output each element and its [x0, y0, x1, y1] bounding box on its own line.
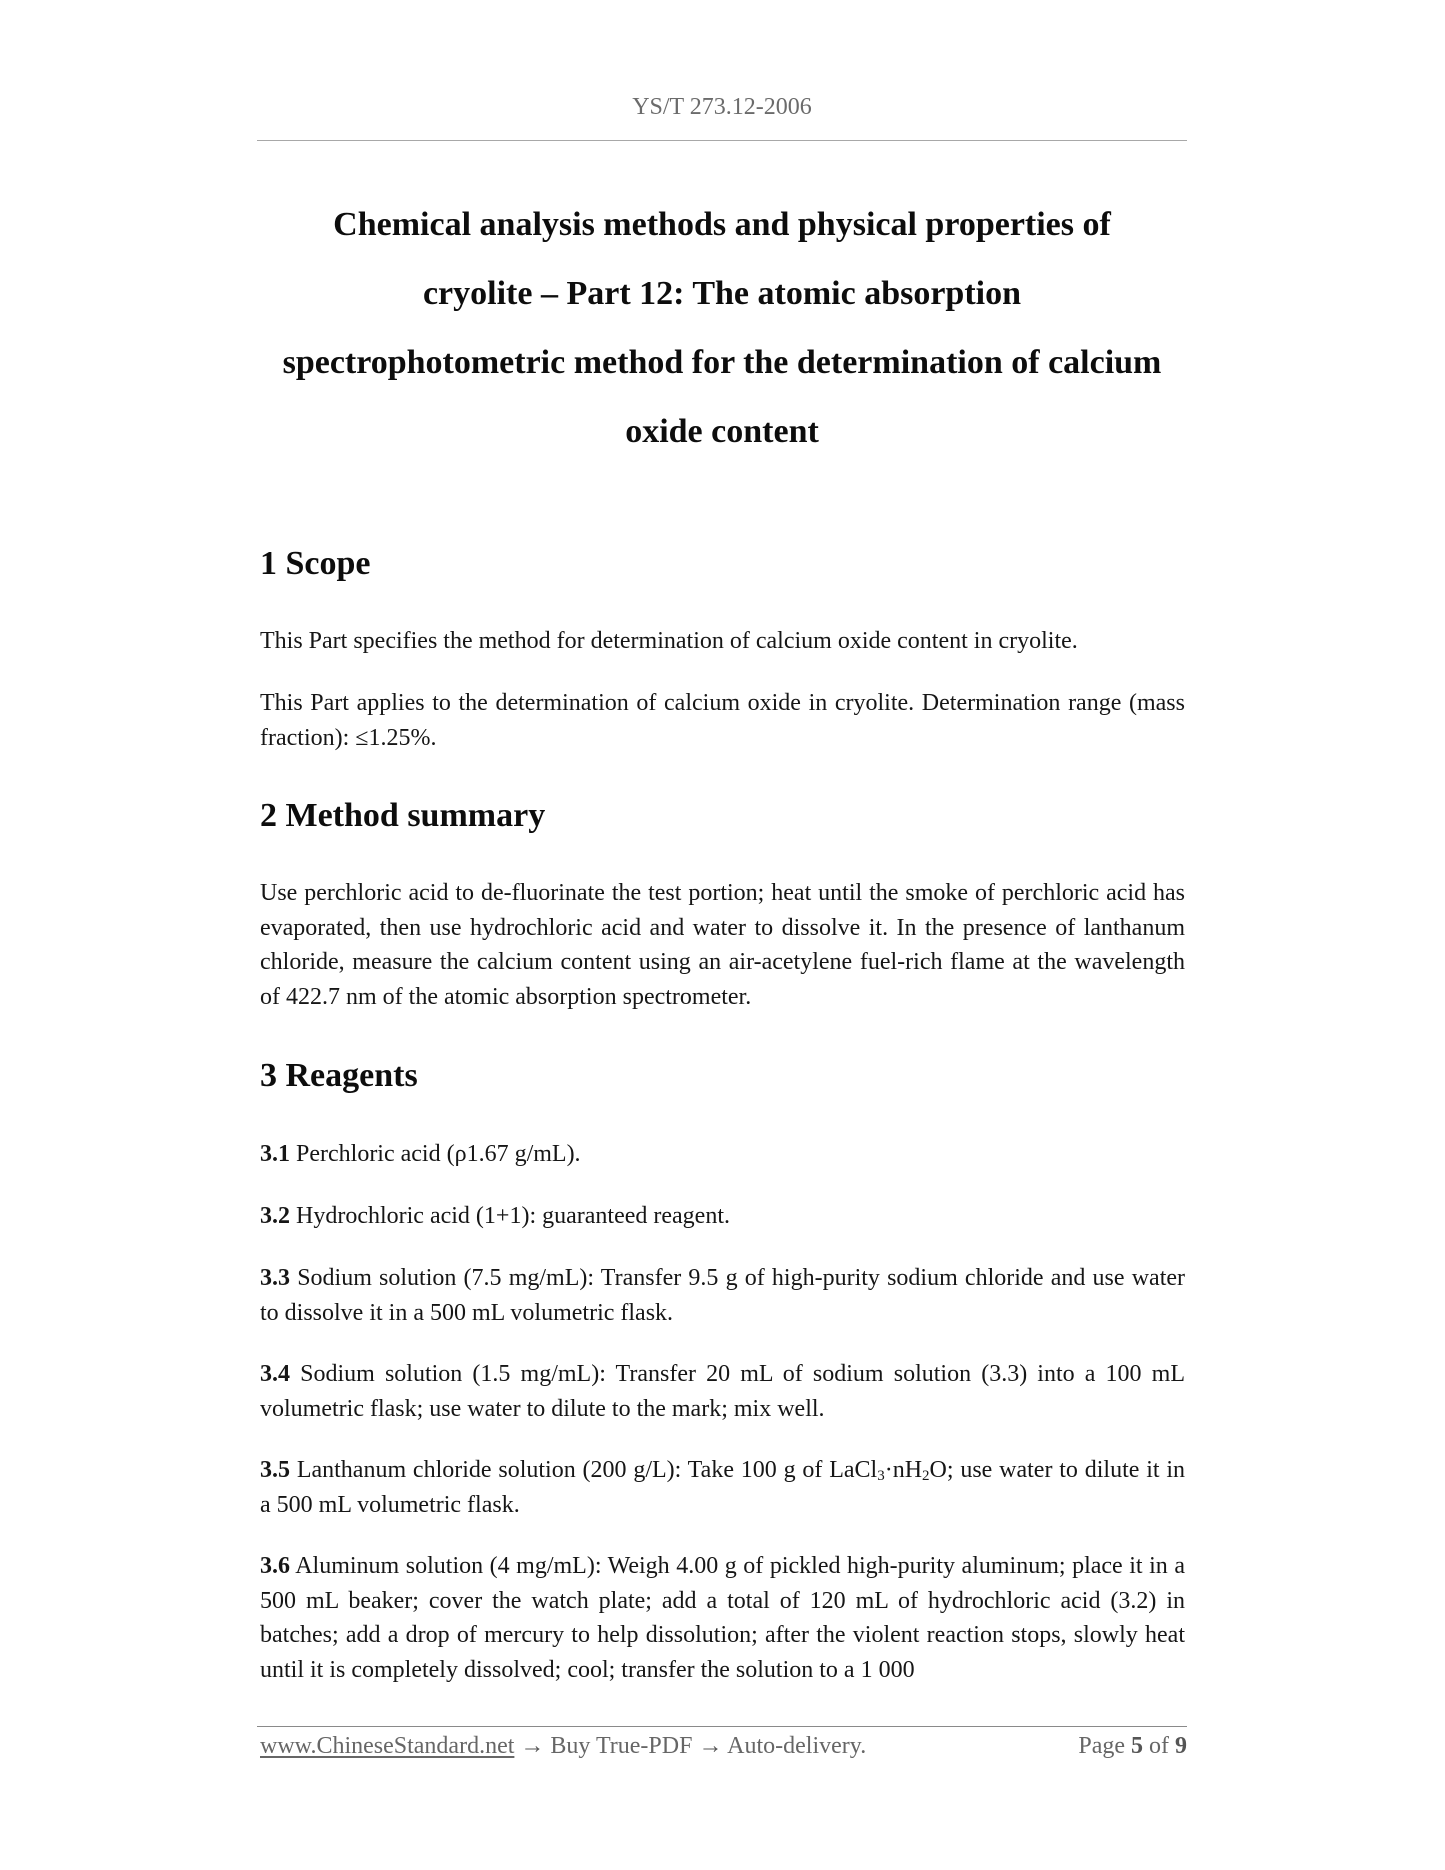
- page-label: Page: [1078, 1733, 1125, 1759]
- reagent-number: 3.6: [260, 1553, 290, 1579]
- scope-paragraph-2: This Part applies to the determination of calcium oxide in cryolite. Determination range (mass fraction): ≤1.25%.: [260, 690, 1185, 751]
- page-number: [1078, 1730, 1187, 1762]
- reagent-text-after: O; use water to dilute it in a 500 mL volumetric flask.: [260, 1457, 1186, 1518]
- reagent-item-3-3: [260, 1261, 1185, 1330]
- title-line-2: cryolite – Part 12: The atomic absorption: [422, 275, 1022, 312]
- reagent-text-mid: ·nH: [884, 1457, 923, 1483]
- title-line-4: oxide content: [625, 413, 819, 450]
- title-line-1: Chemical analysis methods and physical properties of: [333, 206, 1111, 243]
- page-current: 5: [1131, 1733, 1143, 1759]
- section-heading-reagents: 3 Reagents: [260, 1057, 418, 1094]
- subscript-3: 3: [877, 1468, 885, 1484]
- page-footer: [260, 1730, 1187, 1762]
- reagent-text: Sodium solution (1.5 mg/mL): Transfer 20 mL of sodium solution (3.3) into a 100 mL volumetric flask; use water to dilute to the mark; mix well.: [260, 1361, 1186, 1422]
- arrow-right-icon: →: [520, 1733, 545, 1759]
- section-heading-scope: 1 Scope: [260, 545, 371, 582]
- reagent-number: 3.3: [260, 1265, 290, 1291]
- page-total: 9: [1175, 1733, 1187, 1759]
- method-summary-paragraph: Use perchloric acid to de-fluorinate the test portion; heat until the smoke of perchloric acid has evaporated, then use hydrochloric acid and water to dissolve it. In the presence of lanthanum chloride, measure the calcium content using an air-acetylene fuel-rich flame at the wavelength of 422.7 nm of the atomic absorption spectrometer.: [260, 880, 1185, 1010]
- document-title: [257, 190, 1187, 466]
- reagent-number: 3.5: [260, 1457, 290, 1483]
- chinese-standard-link[interactable]: www.ChineseStandard.net: [260, 1733, 515, 1759]
- scope-paragraph-1: This Part specifies the method for determination of calcium oxide content in cryolite.: [260, 628, 1078, 654]
- auto-delivery-text: Auto-delivery.: [727, 1733, 867, 1759]
- reagent-item-3-6: [260, 1549, 1185, 1687]
- reagent-text: Sodium solution (7.5 mg/mL): Transfer 9.5 g of high-purity sodium chloride and use water to dissolve it in a 500 mL volumetric flask.: [260, 1265, 1186, 1326]
- reagent-item-3-5: [260, 1453, 1185, 1522]
- reagent-item-3-1: [260, 1137, 1185, 1172]
- section-heading-method-summary: 2 Method summary: [260, 797, 546, 834]
- subscript-2: 2: [922, 1468, 930, 1484]
- reagent-text: Aluminum solution (4 mg/mL): Weigh 4.00 g of pickled high-purity aluminum; place it in a 500 mL beaker; cover the watch plate; add a total of 120 mL of hydrochloric acid (3.2) in batches; add a drop of mercury to help dissolution; after the violent reaction stops, slowly heat until it is completely dissolved; cool; transfer the solution to a 1 000: [260, 1553, 1185, 1683]
- header-divider: [257, 140, 1187, 141]
- footer-promo: [260, 1730, 866, 1762]
- reagent-item-3-4: [260, 1357, 1185, 1426]
- arrow-right-icon: →: [698, 1733, 723, 1759]
- reagent-text: Perchloric acid (ρ1.67 g/mL).: [296, 1141, 581, 1167]
- reagent-text-before: Lanthanum chloride solution (200 g/L): Take 100 g of LaCl: [296, 1457, 878, 1483]
- reagent-number: 3.1: [260, 1141, 290, 1167]
- reagent-item-3-2: [260, 1199, 1185, 1234]
- page-header: [257, 92, 1187, 122]
- reagent-number: 3.2: [260, 1203, 290, 1229]
- reagent-number: 3.4: [260, 1361, 290, 1387]
- buy-true-pdf-text: Buy True-PDF: [550, 1733, 693, 1759]
- standard-code: YS/T 273.12-2006: [632, 94, 812, 120]
- title-line-3: spectrophotometric method for the determination of calcium: [282, 344, 1162, 381]
- footer-divider: [257, 1726, 1187, 1727]
- reagent-text: Hydrochloric acid (1+1): guaranteed reagent.: [296, 1203, 731, 1229]
- page-of-label: of: [1149, 1733, 1169, 1759]
